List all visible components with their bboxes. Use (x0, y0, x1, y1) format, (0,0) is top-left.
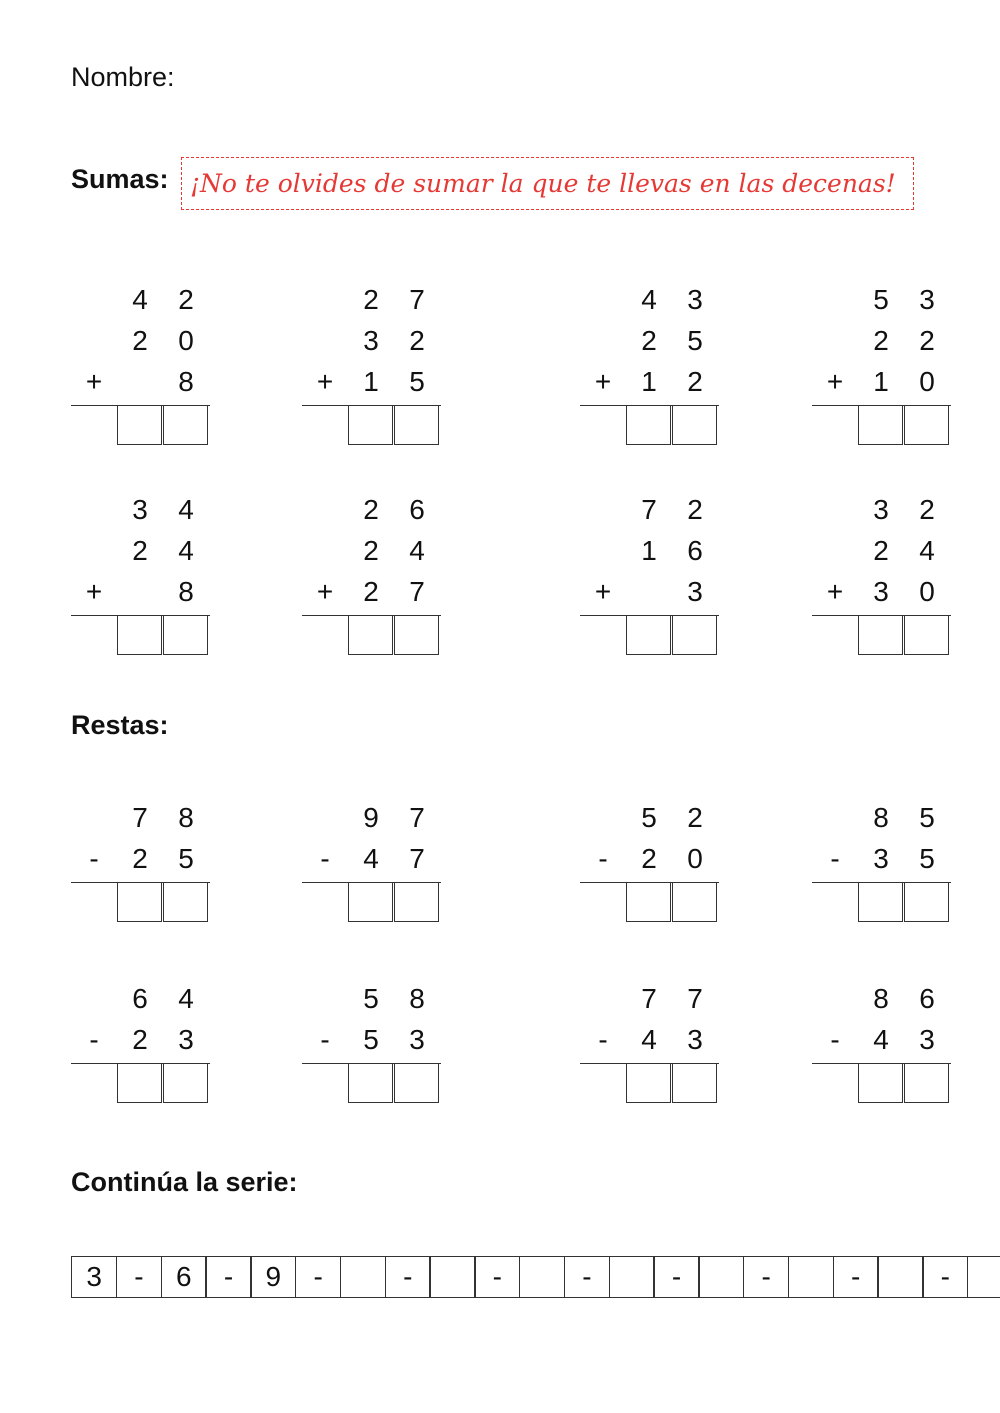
tens-digit: 3 (363, 325, 379, 356)
tens-digit: 2 (873, 535, 889, 566)
minus-sign: - (830, 843, 840, 874)
units-digit: 0 (178, 325, 194, 356)
answer-tens-box[interactable] (626, 1063, 671, 1103)
answer-units-box[interactable] (163, 1063, 208, 1103)
tens-digit: 1 (641, 366, 657, 397)
plus-sign: + (316, 366, 334, 397)
operand-row (302, 325, 442, 365)
operand-row (812, 366, 952, 406)
serie-cell[interactable] (788, 1256, 834, 1298)
operand-row (812, 284, 952, 324)
reminder-note: ¡No te olvides de sumar la que te llevas en las decenas! (181, 157, 914, 210)
operand-row (580, 535, 720, 575)
operand-row (812, 325, 952, 365)
units-digit: 5 (919, 802, 935, 833)
answer-units-box[interactable] (672, 405, 717, 445)
operand-row (580, 843, 720, 883)
units-digit: 3 (919, 284, 935, 315)
answer-tens-box[interactable] (348, 1063, 393, 1103)
serie-cell[interactable] (519, 1256, 565, 1298)
answer-units-box[interactable] (394, 1063, 439, 1103)
tens-digit: 1 (363, 366, 379, 397)
operand-row (812, 1024, 952, 1064)
units-digit: 4 (178, 494, 194, 525)
operand-row (580, 802, 720, 842)
units-digit: 7 (409, 576, 425, 607)
serie-cell[interactable] (877, 1256, 923, 1298)
answer-units-box[interactable] (672, 1063, 717, 1103)
tens-digit: 5 (363, 983, 379, 1014)
answer-tens-box[interactable] (626, 405, 671, 445)
serie-title: Continúa la serie: (71, 1167, 298, 1197)
tens-digit: 8 (873, 802, 889, 833)
answer-tens-box[interactable] (348, 882, 393, 922)
answer-tens-box[interactable] (858, 405, 903, 445)
operand-row (812, 843, 952, 883)
units-digit: 5 (409, 366, 425, 397)
units-digit: 8 (178, 576, 194, 607)
tens-digit: 2 (363, 576, 379, 607)
tens-digit: 7 (641, 983, 657, 1014)
operand-row (71, 494, 211, 534)
operand-row (812, 576, 952, 616)
answer-units-box[interactable] (163, 882, 208, 922)
answer-tens-box[interactable] (858, 615, 903, 655)
units-digit: 2 (919, 494, 935, 525)
units-digit: 5 (178, 843, 194, 874)
serie-cell[interactable] (340, 1256, 386, 1298)
tens-digit: 2 (132, 843, 148, 874)
serie-separator: - (833, 1256, 879, 1298)
units-digit: 0 (919, 366, 935, 397)
operand-row (302, 366, 442, 406)
minus-sign: - (89, 843, 99, 874)
operand-row (302, 576, 442, 616)
serie-cell[interactable] (609, 1256, 655, 1298)
operand-row (812, 494, 952, 534)
serie-separator: - (564, 1256, 610, 1298)
units-digit: 8 (178, 366, 194, 397)
operand-row (580, 284, 720, 324)
answer-tens-box[interactable] (117, 405, 162, 445)
operand-row (302, 284, 442, 324)
answer-tens-box[interactable] (348, 405, 393, 445)
serie-separator: - (385, 1256, 431, 1298)
tens-digit: 1 (641, 535, 657, 566)
serie-separator: - (295, 1256, 341, 1298)
units-digit: 7 (409, 802, 425, 833)
answer-tens-box[interactable] (117, 1063, 162, 1103)
tens-digit: 1 (873, 366, 889, 397)
operand-row (71, 366, 211, 406)
answer-units-box[interactable] (394, 405, 439, 445)
answer-units-box[interactable] (672, 615, 717, 655)
operand-row (302, 802, 442, 842)
serie-cell[interactable] (429, 1256, 475, 1298)
minus-sign: - (598, 1024, 608, 1055)
answer-units-box[interactable] (904, 1063, 949, 1103)
tens-digit: 7 (641, 494, 657, 525)
answer-tens-box[interactable] (117, 615, 162, 655)
answer-units-box[interactable] (904, 882, 949, 922)
units-digit: 2 (687, 802, 703, 833)
tens-digit: 2 (873, 325, 889, 356)
answer-tens-box[interactable] (117, 882, 162, 922)
tens-digit: 5 (363, 1024, 379, 1055)
plus-sign: + (85, 576, 103, 607)
units-digit: 3 (687, 284, 703, 315)
tens-digit: 3 (873, 494, 889, 525)
operand-row (71, 284, 211, 324)
answer-tens-box[interactable] (858, 882, 903, 922)
answer-units-box[interactable] (394, 882, 439, 922)
units-digit: 6 (919, 983, 935, 1014)
units-digit: 2 (409, 325, 425, 356)
serie-separator: - (922, 1256, 968, 1298)
operand-row (302, 1024, 442, 1064)
tens-digit: 2 (363, 494, 379, 525)
operand-row (71, 576, 211, 616)
plus-sign: + (594, 576, 612, 607)
answer-tens-box[interactable] (626, 882, 671, 922)
operand-row (812, 983, 952, 1023)
units-digit: 0 (919, 576, 935, 607)
serie-separator: - (116, 1256, 162, 1298)
tens-digit: 2 (132, 535, 148, 566)
serie-separator: - (653, 1256, 699, 1298)
operand-row (580, 325, 720, 365)
serie-cell: 9 (250, 1256, 296, 1298)
answer-units-box[interactable] (163, 405, 208, 445)
units-digit: 3 (178, 1024, 194, 1055)
operand-row (302, 494, 442, 534)
operand-row (71, 802, 211, 842)
answer-units-box[interactable] (904, 405, 949, 445)
units-digit: 6 (687, 535, 703, 566)
tens-digit: 2 (641, 325, 657, 356)
units-digit: 3 (687, 1024, 703, 1055)
units-digit: 4 (919, 535, 935, 566)
tens-digit: 4 (641, 284, 657, 315)
operand-row (71, 325, 211, 365)
answer-units-box[interactable] (163, 615, 208, 655)
plus-sign: + (826, 366, 844, 397)
operand-row (302, 535, 442, 575)
tens-digit: 3 (873, 843, 889, 874)
units-digit: 4 (409, 535, 425, 566)
name-label: Nombre: (71, 62, 175, 92)
restas-title: Restas: (71, 710, 169, 740)
answer-tens-box[interactable] (626, 615, 671, 655)
tens-digit: 4 (132, 284, 148, 315)
tens-digit: 3 (132, 494, 148, 525)
units-digit: 7 (409, 284, 425, 315)
units-digit: 5 (919, 843, 935, 874)
answer-tens-box[interactable] (858, 1063, 903, 1103)
units-digit: 7 (409, 843, 425, 874)
serie-cell[interactable] (967, 1256, 1000, 1298)
plus-sign: + (594, 366, 612, 397)
units-digit: 3 (409, 1024, 425, 1055)
plus-sign: + (85, 366, 103, 397)
minus-sign: - (89, 1024, 99, 1055)
operand-row (580, 576, 720, 616)
answer-units-box[interactable] (672, 882, 717, 922)
units-digit: 8 (409, 983, 425, 1014)
tens-digit: 6 (132, 983, 148, 1014)
serie-cell[interactable] (698, 1256, 744, 1298)
tens-digit: 9 (363, 802, 379, 833)
units-digit: 8 (178, 802, 194, 833)
sumas-title: Sumas: (71, 164, 169, 194)
units-digit: 7 (687, 983, 703, 1014)
units-digit: 5 (687, 325, 703, 356)
operand-row (580, 366, 720, 406)
answer-units-box[interactable] (904, 615, 949, 655)
tens-digit: 4 (363, 843, 379, 874)
tens-digit: 2 (132, 1024, 148, 1055)
tens-digit: 4 (641, 1024, 657, 1055)
serie-separator: - (743, 1256, 789, 1298)
plus-sign: + (316, 576, 334, 607)
tens-digit: 8 (873, 983, 889, 1014)
answer-tens-box[interactable] (348, 615, 393, 655)
units-digit: 3 (687, 576, 703, 607)
tens-digit: 5 (873, 284, 889, 315)
serie-separator: - (474, 1256, 520, 1298)
minus-sign: - (598, 843, 608, 874)
operand-row (302, 983, 442, 1023)
operand-row (580, 983, 720, 1023)
serie-separator: - (205, 1256, 251, 1298)
operand-row (302, 843, 442, 883)
tens-digit: 5 (641, 802, 657, 833)
tens-digit: 2 (132, 325, 148, 356)
tens-digit: 4 (873, 1024, 889, 1055)
operand-row (580, 494, 720, 534)
units-digit: 2 (178, 284, 194, 315)
units-digit: 2 (919, 325, 935, 356)
minus-sign: - (320, 843, 330, 874)
tens-digit: 3 (873, 576, 889, 607)
units-digit: 2 (687, 494, 703, 525)
operand-row (580, 1024, 720, 1064)
serie-cell: 6 (161, 1256, 207, 1298)
units-digit: 4 (178, 535, 194, 566)
plus-sign: + (826, 576, 844, 607)
units-digit: 2 (687, 366, 703, 397)
operand-row (71, 983, 211, 1023)
serie-row (71, 1256, 1000, 1298)
answer-units-box[interactable] (394, 615, 439, 655)
tens-digit: 7 (132, 802, 148, 833)
operand-row (812, 802, 952, 842)
minus-sign: - (830, 1024, 840, 1055)
tens-digit: 2 (363, 535, 379, 566)
tens-digit: 2 (363, 284, 379, 315)
minus-sign: - (320, 1024, 330, 1055)
operand-row (71, 843, 211, 883)
operand-row (71, 1024, 211, 1064)
operand-row (812, 535, 952, 575)
units-digit: 6 (409, 494, 425, 525)
tens-digit: 2 (641, 843, 657, 874)
serie-cell: 3 (71, 1256, 117, 1298)
units-digit: 3 (919, 1024, 935, 1055)
operand-row (71, 535, 211, 575)
units-digit: 4 (178, 983, 194, 1014)
units-digit: 0 (687, 843, 703, 874)
